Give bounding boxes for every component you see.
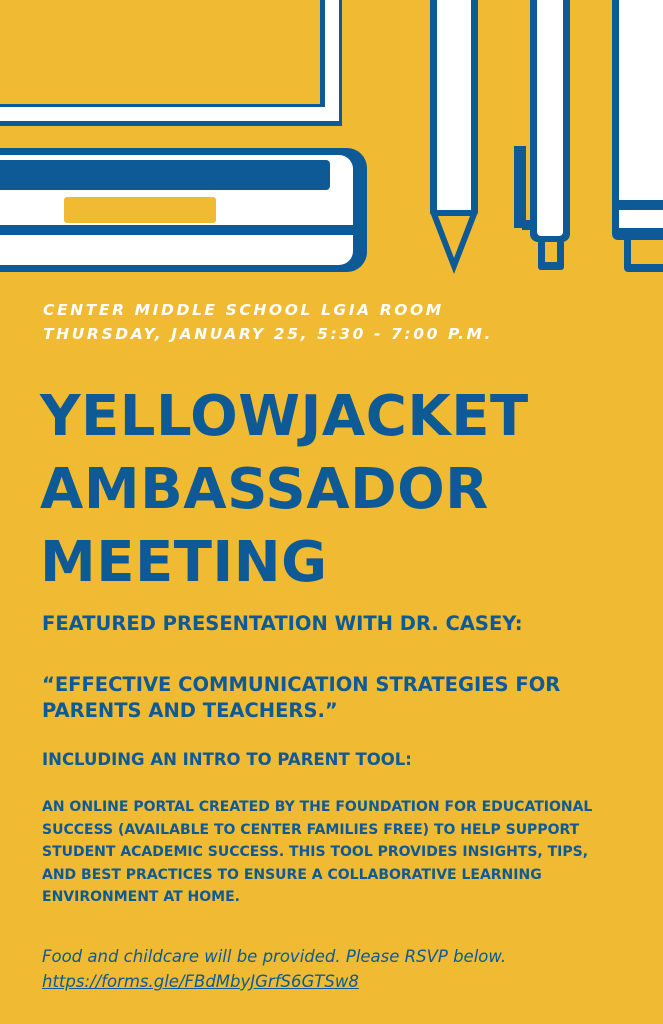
- title-line-3: MEETING: [40, 530, 328, 595]
- marker-icon: [612, 0, 663, 272]
- title-line-1: YELLOWJACKET: [40, 384, 529, 449]
- event-location: CENTER MIDDLE SCHOOL LGIA ROOM: [43, 301, 444, 319]
- page-title: [40, 380, 529, 599]
- laptop-icon: [0, 0, 367, 272]
- title-line-2: AMBASSADOR: [40, 457, 489, 522]
- tool-description: AN ONLINE PORTAL CREATED BY THE FOUNDATION FOR EDUCATIONAL SUCCESS (AVAILABLE TO CENTER FAMILIES FREE) TO HELP SUPPORT STUDENT ACADEMIC SUCCESS. THIS TOOL PROVIDES INSIGHTS, TIPS, AND BEST PRACTICES TO ENSURE A COLLABORATIVE LEARNING ENVIRONMENT AT HOME.: [42, 799, 593, 905]
- rsvp-link[interactable]: https://forms.gle/FBdMbyJGrfS6GTSw8: [42, 972, 359, 991]
- event-details: [43, 298, 493, 346]
- pencil-icon: [430, 0, 478, 274]
- event-datetime: THURSDAY, JANUARY 25, 5:30 - 7:00 P.M.: [43, 325, 493, 343]
- presentation-title: “EFFECTIVE COMMUNICATION STRATEGIES FOR PARENTS AND TEACHERS.”: [42, 673, 561, 722]
- pen-icon: [514, 0, 570, 270]
- school-supplies-illustration: [0, 0, 663, 280]
- intro-heading: INCLUDING AN INTRO TO PARENT TOOL:: [42, 750, 412, 769]
- featured-presenter: FEATURED PRESENTATION WITH DR. CASEY:: [42, 612, 523, 635]
- rsvp-section: [42, 944, 506, 994]
- rsvp-note: Food and childcare will be provided. Please RSVP below.: [42, 947, 507, 966]
